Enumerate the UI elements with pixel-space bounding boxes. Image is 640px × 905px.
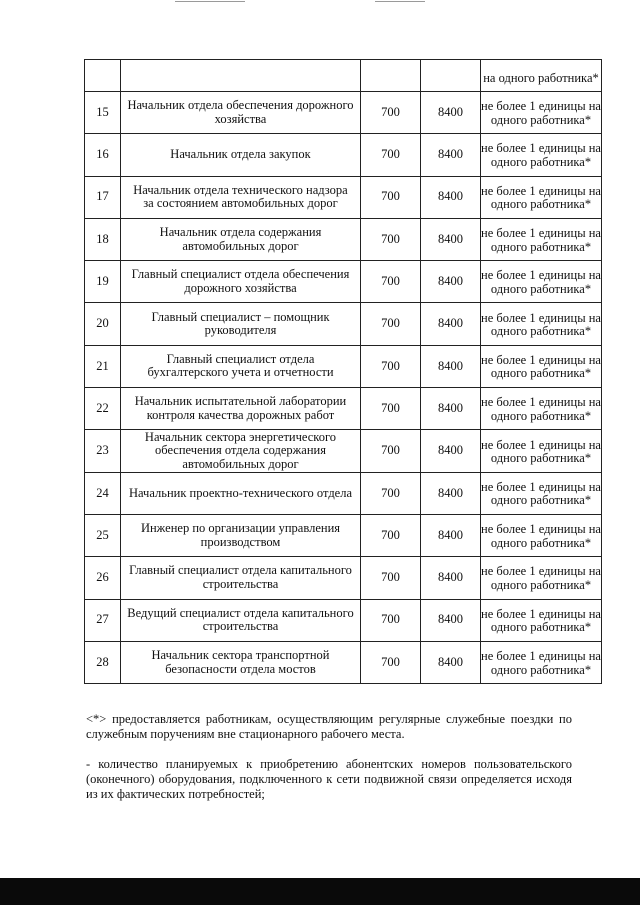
- position-title: Инженер по организации управления производством: [140, 521, 341, 549]
- cell-number-text: 17: [96, 189, 109, 204]
- cell-value-2: [421, 430, 481, 472]
- note-text: не более 1 единицы на одного работника*: [481, 352, 601, 381]
- cell-number: [85, 557, 121, 599]
- cell-number-text: 21: [96, 358, 109, 373]
- cell-value-2-text: 8400: [438, 358, 463, 373]
- cell-value-1-text: 700: [381, 147, 400, 162]
- cell-number: [85, 261, 121, 303]
- position-title: Начальник проектно-технического отдела: [128, 485, 353, 500]
- note-text: не более 1 единицы на одного работника*: [481, 606, 601, 635]
- cell-note: [481, 641, 602, 683]
- table-row: [85, 514, 602, 556]
- footnote: <*> предоставляется работникам, осуществляющим регулярные служебные поездки по служебным поручениям вне стационарного рабочего места.: [86, 712, 572, 741]
- cell-position: [121, 557, 361, 599]
- table-row: [85, 430, 602, 472]
- cell-number-text: 16: [96, 147, 109, 162]
- cell-value-2: [421, 345, 481, 387]
- position-title: Главный специалист – помощник руководителя: [151, 309, 330, 338]
- cell-number: [85, 345, 121, 387]
- cell-value-2: [421, 599, 481, 641]
- cell-value-2-text: 8400: [438, 612, 463, 627]
- table-row: [85, 176, 602, 218]
- cell-value-2-text: 8400: [438, 443, 463, 458]
- note-text: не более 1 единицы на одного работника*: [481, 99, 601, 127]
- cell-number: [85, 388, 121, 430]
- phone-allowance-table: [84, 59, 602, 684]
- cell-number: [85, 641, 121, 683]
- cell-value-2: [421, 92, 481, 134]
- cell-value-2: [421, 176, 481, 218]
- table-row: [85, 345, 602, 387]
- cell-value-2-text: 8400: [438, 570, 463, 585]
- cell-value-1: [361, 303, 421, 345]
- note-text: не более 1 единицы на одного работника*: [481, 437, 601, 466]
- table-row: [85, 303, 602, 345]
- table-row: [85, 261, 602, 303]
- cell-position: [121, 345, 361, 387]
- cell-value-1: [361, 599, 421, 641]
- cell-position: [121, 472, 361, 514]
- cell-value-1: [361, 176, 421, 218]
- table-body: [85, 60, 602, 684]
- cell-note: [481, 303, 602, 345]
- cell-note: [481, 599, 602, 641]
- cell-value-2-text: 8400: [438, 189, 463, 204]
- cell-position: [121, 599, 361, 641]
- position-title: Начальник сектора транспортной безопасности отдела мостов: [151, 648, 330, 676]
- table-row: [85, 134, 602, 176]
- cell-value-1-text: 700: [381, 443, 400, 458]
- cell-number: [85, 303, 121, 345]
- cell-value-2-text: 8400: [438, 527, 463, 542]
- table-row: [85, 557, 602, 599]
- cell-value-2-text: 8400: [438, 147, 463, 162]
- cell-value-2: [421, 514, 481, 556]
- cell-note: [481, 430, 602, 472]
- cell-value-1-text: 700: [381, 358, 400, 373]
- cell-position: [121, 261, 361, 303]
- cell-value-1: [361, 92, 421, 134]
- cell-number: [85, 599, 121, 641]
- position-title: Начальник отдела технического надзора за состоянием автомобильных дорог: [133, 182, 348, 211]
- cell-number: [85, 472, 121, 514]
- cell-value-2-text: 8400: [438, 316, 463, 331]
- cell-value-2-text: 8400: [438, 104, 463, 119]
- cell-position: [121, 218, 361, 260]
- cell-number-text: 23: [96, 443, 109, 458]
- note-text: не более 1 единицы на одного работника*: [481, 141, 601, 169]
- cell-note: [481, 345, 602, 387]
- cell-position: [121, 60, 361, 92]
- cell-value-2: [421, 218, 481, 260]
- cell-position: [121, 388, 361, 430]
- cell-value-1: [361, 557, 421, 599]
- note-text: не более 1 единицы на одного работника*: [481, 183, 601, 212]
- cell-value-1: [361, 345, 421, 387]
- scan-artifact-line: [175, 1, 245, 2]
- cell-number-text: 24: [96, 485, 109, 500]
- cell-value-1-text: 700: [381, 654, 400, 669]
- note-text: на одного работника*: [483, 70, 599, 85]
- cell-value-1-text: 700: [381, 527, 400, 542]
- cell-position: [121, 303, 361, 345]
- cell-note: [481, 261, 602, 303]
- cell-note: [481, 134, 602, 176]
- note-text: не более 1 единицы на одного работника*: [481, 522, 601, 550]
- quantity-paragraph: - количество планируемых к приобретению абонентских номеров пользовательского (оконечного) оборудования, подключенного к сети подвижной связи определяется исходя из их фактических потребностей;: [86, 757, 572, 801]
- cell-value-1-text: 700: [381, 485, 400, 500]
- table-row: [85, 641, 602, 683]
- scan-artifact-line: [375, 1, 425, 2]
- cell-value-2: [421, 261, 481, 303]
- cell-number-text: 22: [96, 400, 109, 415]
- cell-position: [121, 176, 361, 218]
- position-title: Начальник отдела обеспечения дорожного хозяйства: [127, 98, 354, 126]
- cell-number: [85, 176, 121, 218]
- cell-value-2-text: 8400: [438, 274, 463, 289]
- note-text: не более 1 единицы на одного работника*: [481, 395, 601, 423]
- cell-value-2: [421, 557, 481, 599]
- cell-value-1-text: 700: [381, 274, 400, 289]
- cell-value-1-text: 700: [381, 570, 400, 585]
- cell-position: [121, 430, 361, 472]
- cell-value-1: [361, 514, 421, 556]
- note-text: не более 1 единицы на одного работника*: [481, 479, 601, 508]
- position-title: Главный специалист отдела капитального строительства: [129, 563, 352, 591]
- note-text: не более 1 единицы на одного работника*: [481, 226, 601, 254]
- cell-number: [85, 430, 121, 472]
- cell-number-text: 25: [96, 527, 109, 542]
- cell-note: [481, 60, 602, 92]
- cell-value-2-text: 8400: [438, 654, 463, 669]
- table-row: [85, 388, 602, 430]
- cell-value-2-text: 8400: [438, 231, 463, 246]
- cell-value-1: [361, 60, 421, 92]
- cell-value-2: [421, 134, 481, 176]
- cell-note: [481, 92, 602, 134]
- note-text: не более 1 единицы на одного работника*: [481, 268, 601, 296]
- cell-value-1: [361, 218, 421, 260]
- cell-value-1-text: 700: [381, 231, 400, 246]
- cell-number: [85, 134, 121, 176]
- note-text: не более 1 единицы на одного работника*: [481, 649, 601, 677]
- cell-value-2: [421, 60, 481, 92]
- note-text: не более 1 единицы на одного работника*: [481, 310, 601, 339]
- cell-value-2: [421, 303, 481, 345]
- position-title: Начальник испытательной лаборатории контроля качества дорожных работ: [134, 394, 347, 422]
- cell-number: [85, 92, 121, 134]
- cell-number: [85, 218, 121, 260]
- cell-value-1-text: 700: [381, 189, 400, 204]
- cell-value-1: [361, 641, 421, 683]
- cell-value-2: [421, 641, 481, 683]
- cell-value-1: [361, 261, 421, 303]
- cell-number-text: 15: [96, 104, 109, 119]
- cell-number: [85, 60, 121, 92]
- cell-value-2: [421, 388, 481, 430]
- cell-number-text: 27: [96, 612, 109, 627]
- cell-value-1-text: 700: [381, 104, 400, 119]
- position-title: Ведущий специалист отдела капитального строительства: [127, 605, 354, 634]
- cell-position: [121, 514, 361, 556]
- cell-value-1: [361, 472, 421, 514]
- cell-position: [121, 641, 361, 683]
- position-title: Главный специалист отдела бухгалтерского учета и отчетности: [147, 351, 334, 380]
- cell-value-2-text: 8400: [438, 400, 463, 415]
- cell-number-text: 28: [96, 654, 109, 669]
- cell-note: [481, 557, 602, 599]
- cell-number-text: 18: [96, 231, 109, 246]
- table-row-continued: [85, 60, 602, 92]
- cell-note: [481, 388, 602, 430]
- cell-note: [481, 218, 602, 260]
- cell-number-text: 20: [96, 316, 109, 331]
- cell-position: [121, 92, 361, 134]
- cell-value-1: [361, 134, 421, 176]
- cell-value-1-text: 700: [381, 316, 400, 331]
- table-row: [85, 472, 602, 514]
- scan-bottom-edge: [0, 878, 640, 905]
- cell-value-1-text: 700: [381, 612, 400, 627]
- note-text: не более 1 единицы на одного работника*: [481, 564, 601, 592]
- table-row: [85, 599, 602, 641]
- cell-number: [85, 514, 121, 556]
- table-row: [85, 92, 602, 134]
- cell-number-text: 26: [96, 570, 109, 585]
- cell-value-1-text: 700: [381, 400, 400, 415]
- cell-note: [481, 472, 602, 514]
- position-title: Начальник отдела содержания автомобильных дорог: [159, 225, 322, 253]
- cell-value-2-text: 8400: [438, 485, 463, 500]
- cell-value-2: [421, 472, 481, 514]
- cell-value-1: [361, 388, 421, 430]
- position-title: Начальник сектора энергетического обеспечения отдела содержания автомобильных дорог: [144, 429, 337, 471]
- cell-note: [481, 514, 602, 556]
- position-title: Начальник отдела закупок: [170, 147, 311, 162]
- table-row: [85, 218, 602, 260]
- cell-number-text: 19: [96, 274, 109, 289]
- cell-note: [481, 176, 602, 218]
- position-title: Главный специалист отдела обеспечения дорожного хозяйства: [131, 267, 350, 295]
- cell-value-1: [361, 430, 421, 472]
- cell-position: [121, 134, 361, 176]
